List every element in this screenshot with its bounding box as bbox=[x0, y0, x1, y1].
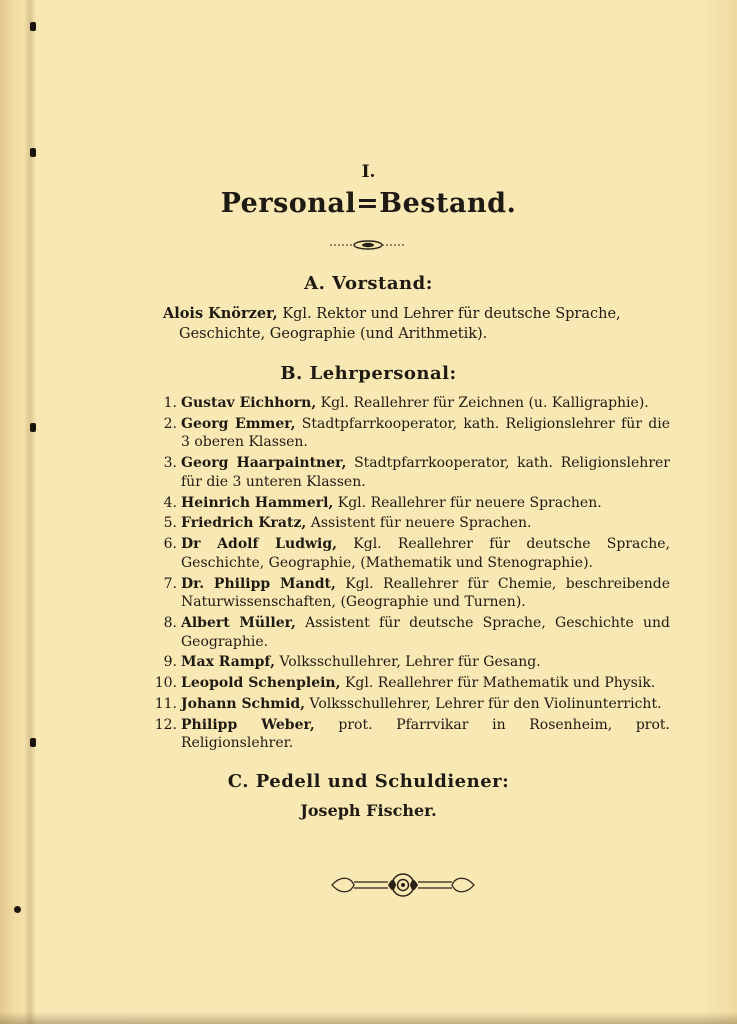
staff-item-role: Kgl. Reallehrer für Mathematik und Physik. bbox=[344, 675, 656, 692]
page-bottom-edge bbox=[0, 1012, 737, 1024]
small-ornament-icon bbox=[328, 238, 408, 252]
binding-stitch bbox=[30, 423, 36, 432]
binding-hole bbox=[14, 906, 21, 913]
staff-item-number: 5. bbox=[163, 515, 177, 532]
staff-item-name: Georg Emmer, bbox=[181, 415, 296, 432]
staff-item-number: 11. bbox=[154, 695, 177, 712]
staff-item-body bbox=[181, 695, 670, 714]
closing-ornament-icon bbox=[328, 872, 478, 898]
binding-stitch bbox=[30, 22, 36, 31]
staff-item-number: 2. bbox=[163, 415, 177, 432]
staff-item-number: 1. bbox=[163, 395, 177, 411]
chapter-number: I. bbox=[361, 162, 376, 182]
staff-item-name: Leopold Schenplein, bbox=[181, 675, 341, 692]
staff-item-name: Georg Haarpaintner, bbox=[181, 455, 347, 472]
staff-item-role: Stadtpfarrkooperator, kath. Religionslehrer für die 3 unteren Klassen. bbox=[181, 455, 670, 490]
vorstand-role-line2: Geschichte, Geographie (und Arithmetik). bbox=[179, 326, 488, 342]
staff-item-body bbox=[181, 653, 670, 672]
staff-item-role: Kgl. Reallehrer für Zeichnen (u. Kalligraphie). bbox=[320, 395, 649, 411]
staff-list-item bbox=[150, 674, 670, 693]
staff-list-item bbox=[150, 535, 670, 573]
staff-item-role: Stadtpfarrkooperator, kath. Religionslehrer für die 3 oberen Klassen. bbox=[181, 415, 671, 451]
staff-item-number: 10. bbox=[154, 675, 177, 692]
staff-list-item bbox=[150, 494, 670, 513]
staff-item-role: Kgl. Reallehrer für deutsche Sprache, Geschichte, Geographie, (Mathematik und Stenographie). bbox=[181, 536, 670, 571]
staff-item-role: Kgl. Reallehrer für Chemie, beschreibende Naturwissenschaften, (Geographie und Turnen). bbox=[181, 575, 670, 611]
staff-item-name: Gustav Eichhorn, bbox=[181, 395, 317, 411]
staff-item-number: 7. bbox=[163, 575, 177, 592]
section-heading-pedell: C. Pedell und Schuldiener: bbox=[227, 771, 510, 792]
staff-list-item bbox=[150, 514, 670, 533]
staff-list-item bbox=[150, 415, 670, 453]
vorstand-role-line1: Kgl. Rektor und Lehrer für deutsche Sprache, bbox=[282, 306, 621, 322]
section-heading-lehrpersonal: B. Lehrpersonal: bbox=[280, 363, 457, 384]
binding-stitch bbox=[30, 148, 36, 157]
staff-item-name: Friedrich Kratz, bbox=[181, 515, 307, 532]
staff-item-name: Johann Schmid, bbox=[181, 695, 306, 712]
staff-item-name: Max Rampf, bbox=[181, 654, 276, 671]
staff-list-item bbox=[150, 695, 670, 714]
staff-item-role: Assistent für deutsche Sprache, Geschichte und Geographie. bbox=[181, 615, 671, 650]
vorstand-name: Alois Knörzer, bbox=[163, 305, 278, 322]
staff-list-item bbox=[150, 653, 670, 672]
staff-list-item bbox=[150, 575, 670, 613]
staff-item-role: Kgl. Reallehrer für neuere Sprachen. bbox=[337, 494, 602, 511]
staff-item-name: Albert Müller, bbox=[181, 615, 296, 631]
staff-item-number: 12. bbox=[154, 716, 177, 733]
staff-item-role: prot. Pfarrvikar in Rosenheim, prot. Religionslehrer. bbox=[181, 716, 670, 752]
staff-item-number: 8. bbox=[163, 615, 177, 631]
staff-list-item bbox=[150, 614, 670, 652]
staff-item-number: 9. bbox=[163, 654, 177, 671]
staff-item-body bbox=[181, 415, 670, 453]
staff-item-name: Philipp Weber, bbox=[181, 716, 315, 733]
staff-item-body bbox=[181, 514, 670, 533]
staff-item-name: Heinrich Hammerl, bbox=[181, 494, 334, 511]
staff-list bbox=[150, 394, 670, 755]
vorstand-entry bbox=[163, 304, 663, 344]
staff-item-role: Volksschullehrer, Lehrer für den Violinunterricht. bbox=[309, 695, 662, 712]
pedell-name: Joseph Fischer. bbox=[300, 801, 437, 820]
staff-item-body bbox=[181, 674, 670, 693]
staff-item-role: Volksschullehrer, Lehrer für Gesang. bbox=[279, 654, 541, 671]
binding-stitch bbox=[30, 738, 36, 747]
staff-item-body bbox=[181, 535, 670, 573]
staff-item-role: Assistent für neuere Sprachen. bbox=[310, 515, 532, 532]
staff-item-number: 4. bbox=[163, 494, 177, 511]
staff-list-item bbox=[150, 394, 670, 413]
staff-list-item bbox=[150, 716, 670, 754]
staff-item-body bbox=[181, 716, 670, 754]
staff-item-body bbox=[181, 575, 670, 613]
staff-item-body bbox=[181, 494, 670, 513]
staff-item-number: 3. bbox=[163, 455, 177, 472]
staff-item-body bbox=[181, 614, 670, 652]
staff-item-number: 6. bbox=[163, 536, 177, 553]
page-title: Personal=Bestand. bbox=[220, 188, 517, 219]
section-heading-vorstand: A. Vorstand: bbox=[304, 273, 433, 294]
staff-item-name: Dr. Philipp Mandt, bbox=[181, 575, 336, 592]
staff-list-item bbox=[150, 454, 670, 492]
staff-item-name: Dr Adolf Ludwig, bbox=[181, 536, 338, 553]
staff-item-body bbox=[181, 454, 670, 492]
staff-item-body bbox=[181, 394, 670, 413]
